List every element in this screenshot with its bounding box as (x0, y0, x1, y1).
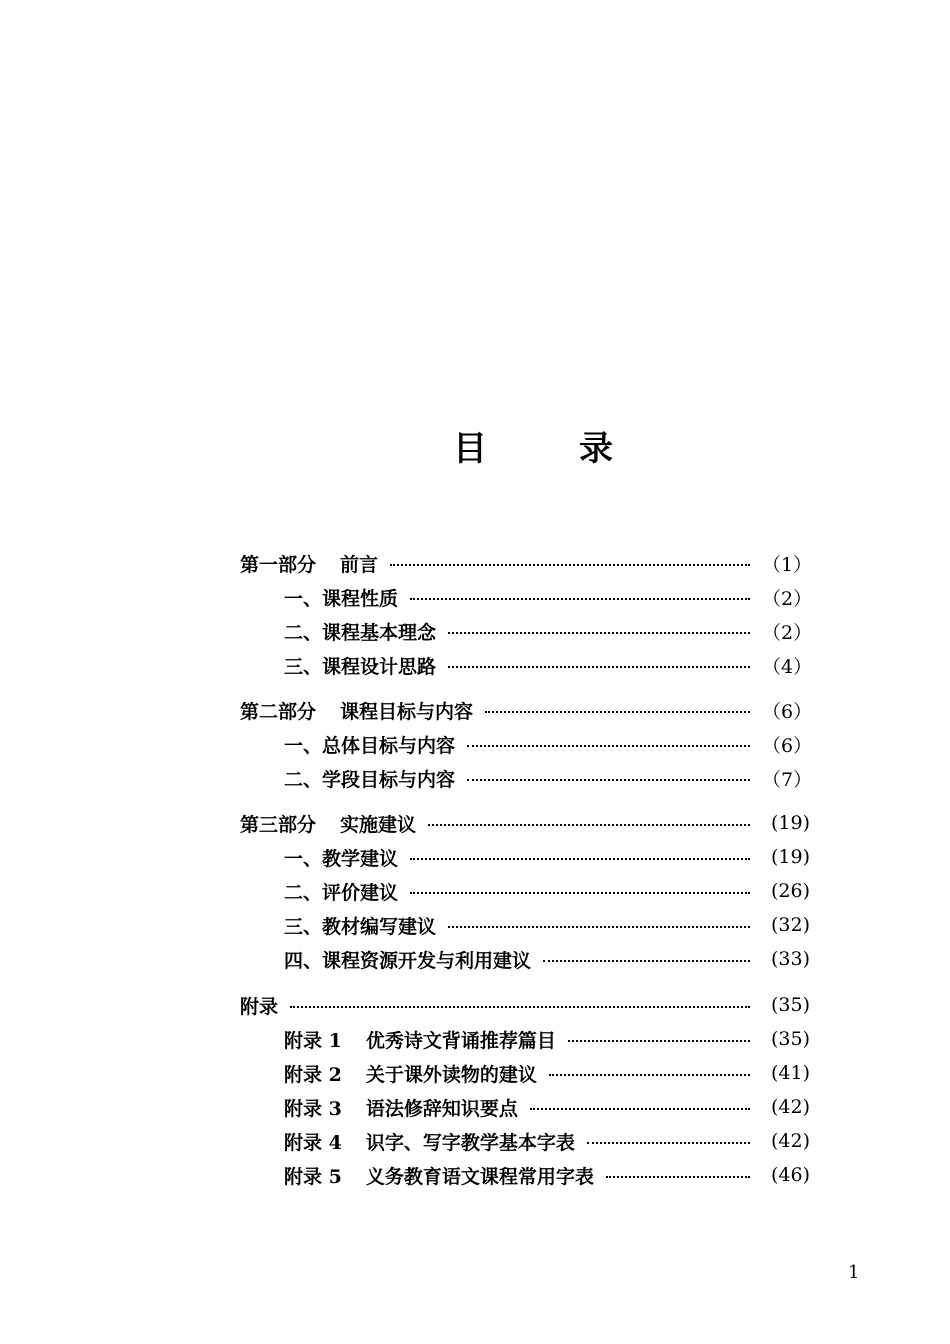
toc-entry[interactable] (284, 614, 813, 648)
title-char-2: 录 (579, 428, 613, 469)
leader-dots (290, 1006, 750, 1008)
toc-entry-label: 二、评价建议 (284, 881, 399, 904)
toc-entry-label: 一、课程性质 (284, 587, 399, 610)
toc-page-number: (19) (770, 812, 810, 834)
leader-dots (467, 745, 750, 747)
toc-entry-label: 实施建议 (340, 813, 417, 836)
leader-dots (448, 632, 750, 634)
toc-entry-appendix[interactable] (240, 988, 810, 1022)
leader-dots (448, 926, 750, 928)
toc-page-number: （2） (762, 621, 813, 644)
toc-entry-part-1[interactable] (240, 546, 813, 580)
toc-entry-label: 一、总体目标与内容 (284, 734, 456, 757)
toc-part-number: 第二部分 (240, 700, 317, 723)
toc-entry[interactable] (284, 908, 810, 942)
toc-part-number: 第一部分 (240, 553, 317, 576)
toc-entry-appendix-2[interactable] (284, 1056, 810, 1090)
leader-dots (467, 779, 750, 781)
toc-entry-label: 识字、写字教学基本字表 (365, 1131, 575, 1154)
toc-entry-label: 一、教学建议 (284, 847, 399, 870)
toc-page-number: (19) (770, 846, 810, 868)
leader-dots (587, 1142, 750, 1144)
toc-entry-label: 四、课程资源开发与利用建议 (284, 949, 532, 972)
toc-entry-appendix-4[interactable] (284, 1124, 810, 1158)
toc-entry[interactable] (284, 874, 810, 908)
toc-entry-label: 三、教材编写建议 (284, 915, 437, 938)
toc-entry-label: 附录 (240, 995, 279, 1018)
toc-page-number: （6） (762, 734, 813, 757)
toc-page-number: (35) (770, 994, 810, 1016)
toc-entry-appendix-5[interactable] (284, 1158, 810, 1192)
toc-entry-label: 优秀诗文背诵推荐篇目 (365, 1029, 556, 1052)
appendix-number: 附录 1 (284, 1029, 342, 1052)
toc-entry-label: 义务教育语文课程常用字表 (365, 1165, 594, 1188)
toc-page-number: (26) (770, 880, 810, 902)
leader-dots (448, 666, 750, 668)
toc-page-number: (41) (770, 1062, 810, 1084)
appendix-number: 附录 2 (284, 1063, 342, 1086)
toc-page-number: (42) (770, 1096, 810, 1118)
toc-part-number: 第三部分 (240, 813, 317, 836)
toc-entry[interactable] (284, 648, 813, 682)
toc-entry-label: 二、学段目标与内容 (284, 768, 456, 791)
toc-entry-part-2[interactable] (240, 693, 813, 727)
toc-page-number: （1） (762, 553, 813, 576)
leader-dots (410, 892, 750, 894)
toc-entry[interactable] (284, 727, 813, 761)
toc-entry-label: 关于课外读物的建议 (365, 1063, 537, 1086)
toc-entry-label: 前言 (340, 553, 379, 576)
leader-dots (530, 1108, 750, 1110)
leader-dots (390, 564, 750, 566)
toc-page-number: (32) (770, 914, 810, 936)
appendix-number: 附录 4 (284, 1131, 342, 1154)
toc-entry-appendix-3[interactable] (284, 1090, 810, 1124)
leader-dots (428, 824, 750, 826)
page-number: 1 (848, 1262, 860, 1283)
toc-entry[interactable] (284, 942, 810, 976)
leader-dots (410, 858, 750, 860)
toc-page-number: （7） (762, 768, 813, 791)
toc-entry-label: 课程目标与内容 (340, 700, 474, 723)
toc-entry-label: 语法修辞知识要点 (365, 1097, 518, 1120)
appendix-number: 附录 3 (284, 1097, 342, 1120)
appendix-number: 附录 5 (284, 1165, 342, 1188)
toc-page-number: (35) (770, 1028, 810, 1050)
leader-dots (410, 598, 750, 600)
toc-page-number: (42) (770, 1130, 810, 1152)
leader-dots (549, 1074, 750, 1076)
toc-entry-label: 三、课程设计思路 (284, 655, 437, 678)
toc-entry-appendix-1[interactable] (284, 1022, 810, 1056)
title-char-1: 目 (453, 428, 487, 469)
leader-dots (568, 1040, 750, 1042)
toc-page-number: （6） (762, 700, 813, 723)
toc-page-number: (33) (770, 948, 810, 970)
toc-page-number: (46) (770, 1164, 810, 1186)
toc-entry[interactable] (284, 840, 810, 874)
toc-page-number: （4） (762, 655, 813, 678)
toc-entry-part-3[interactable] (240, 806, 810, 840)
leader-dots (606, 1176, 750, 1178)
toc-entry[interactable] (284, 580, 813, 614)
toc-entry[interactable] (284, 761, 813, 795)
toc-page-number: （2） (762, 587, 813, 610)
toc-entry-label: 二、课程基本理念 (284, 621, 437, 644)
leader-dots (485, 711, 750, 713)
leader-dots (543, 960, 750, 962)
